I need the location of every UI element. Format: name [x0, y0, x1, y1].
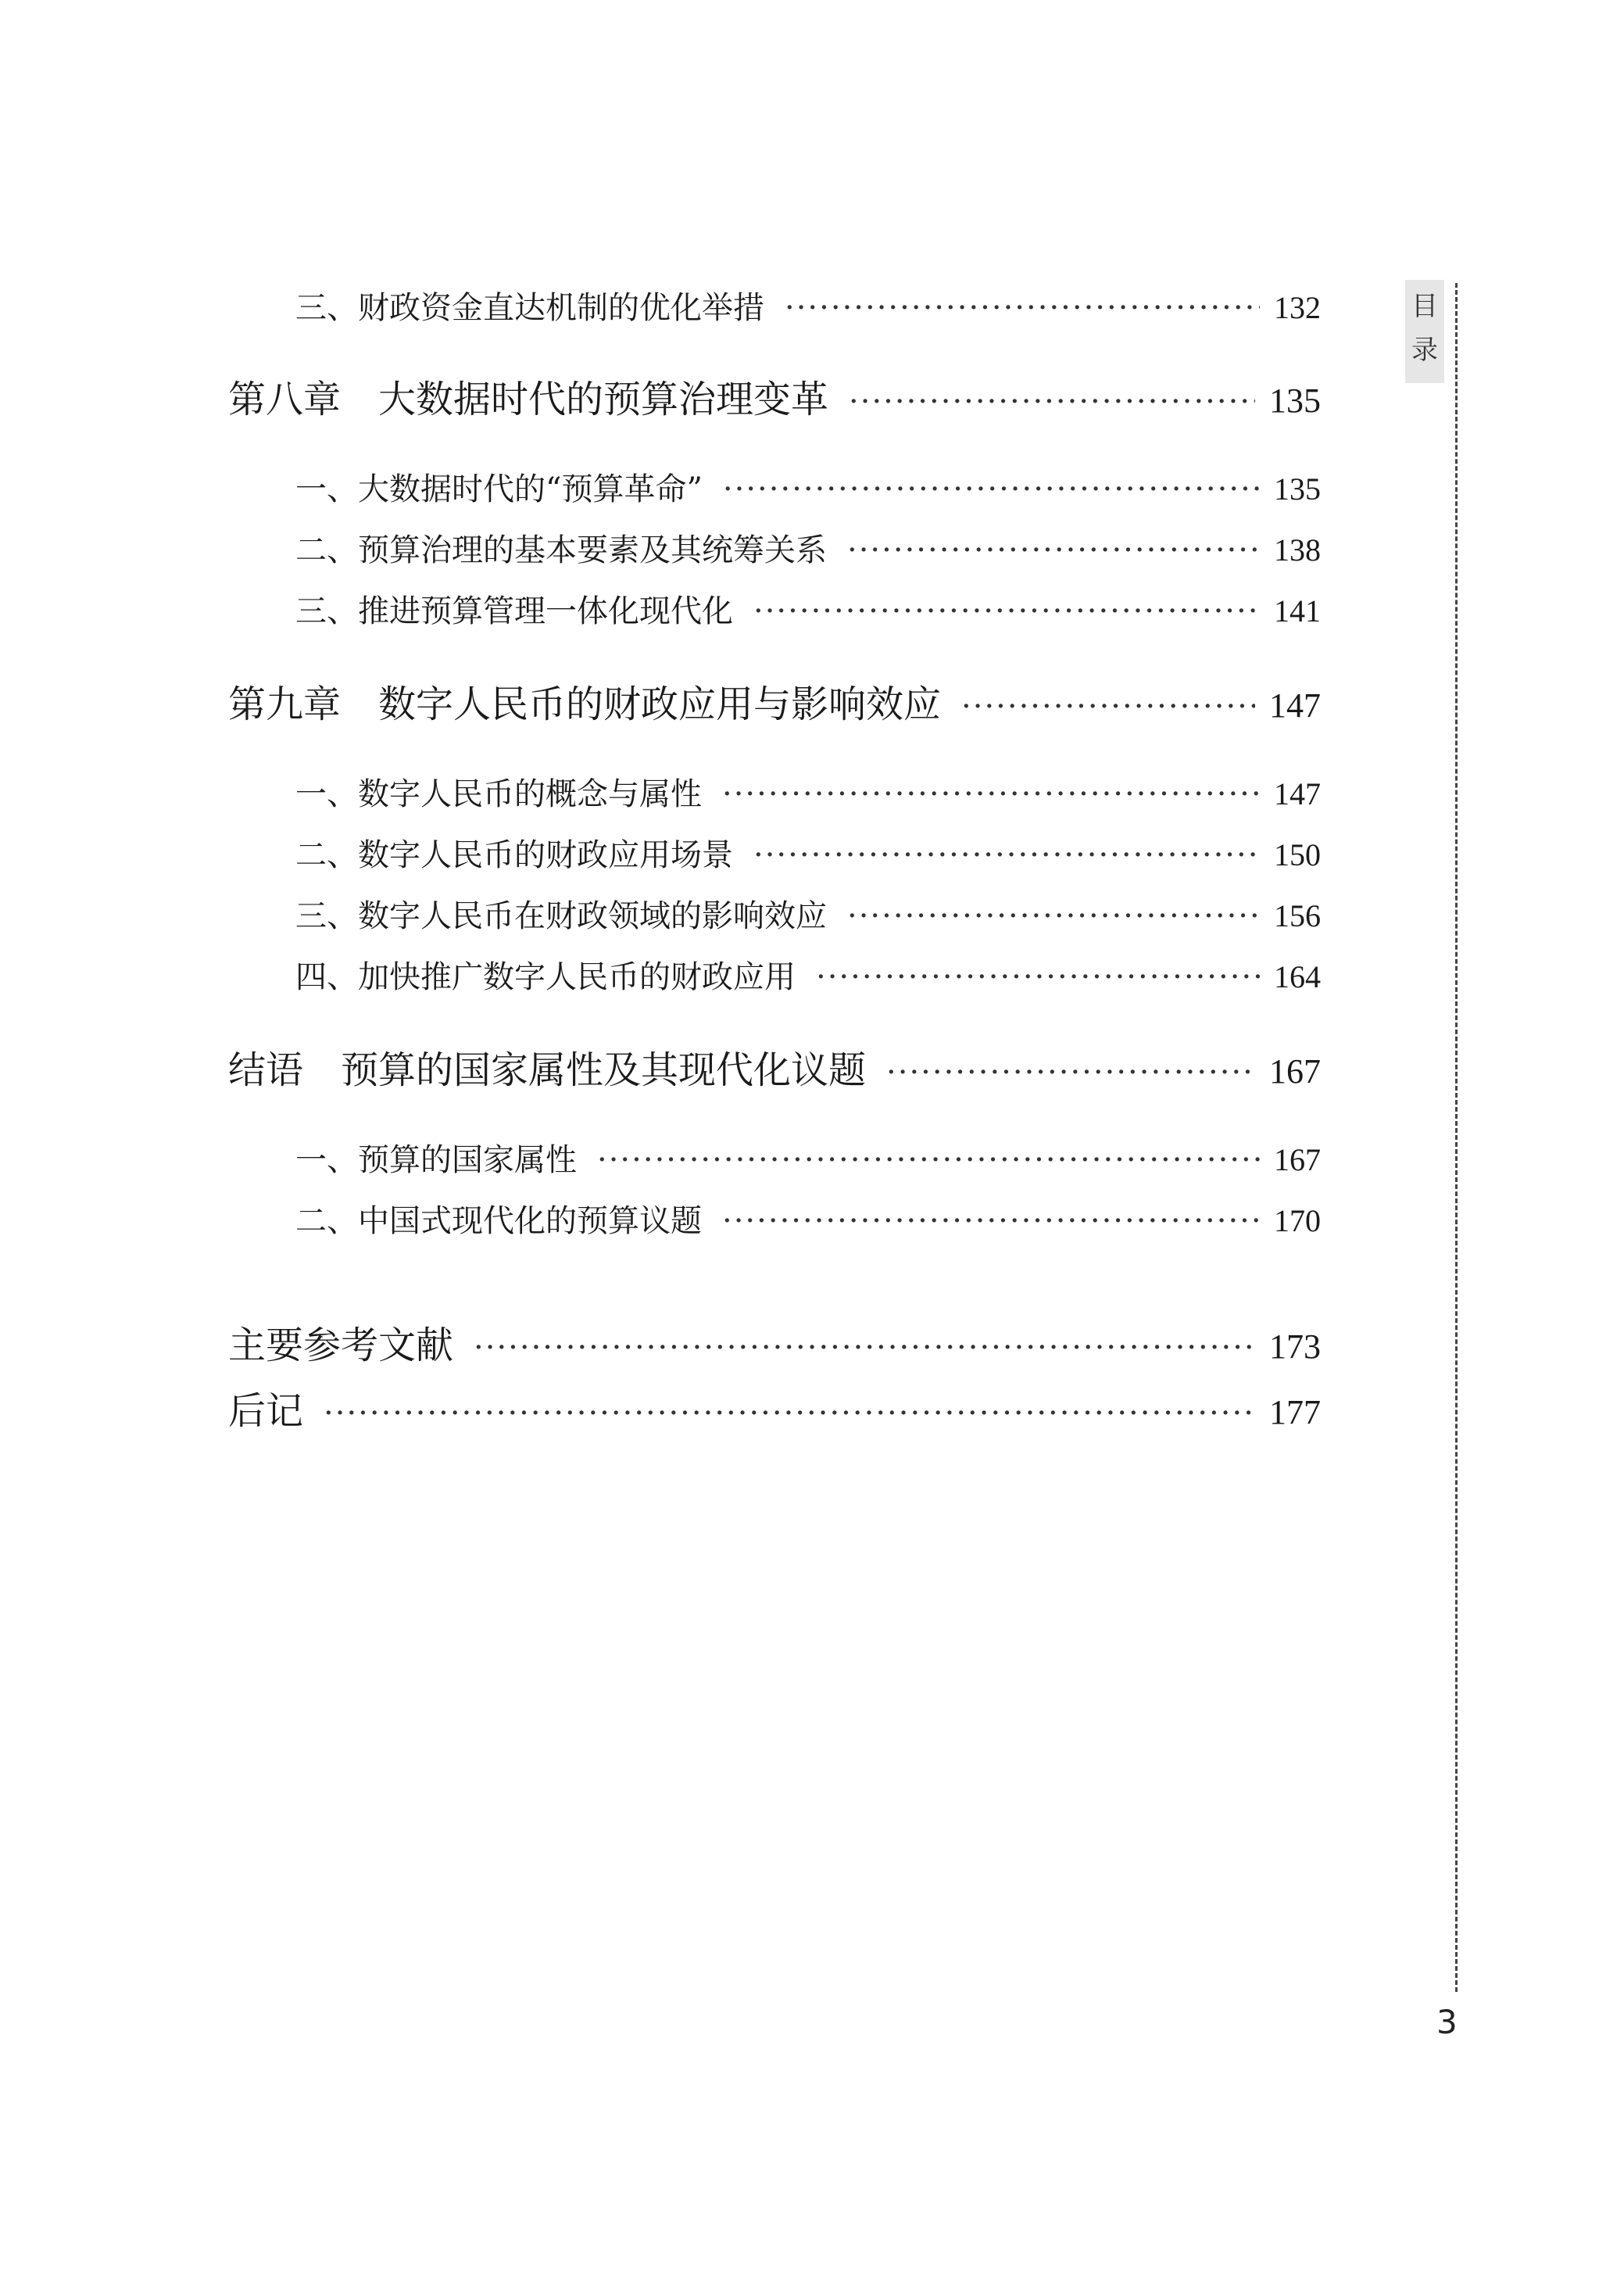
dot-leader	[722, 1203, 1260, 1239]
toc-entry-page: 156	[1274, 898, 1321, 933]
dot-leader	[723, 471, 1260, 507]
toc-entry-chapter[interactable]	[228, 1040, 1321, 1094]
toc-entry-title: 第八章 大数据时代的预算治理变革	[228, 378, 829, 421]
toc-entry-page: 150	[1274, 837, 1321, 872]
dot-leader	[961, 689, 1255, 725]
section-tab	[1405, 280, 1444, 383]
dot-leader	[324, 1395, 1255, 1431]
toc-entry-chapter[interactable]	[228, 674, 1321, 728]
toc-entry-section[interactable]	[295, 769, 1321, 814]
toc-entry-page: 135	[1269, 381, 1321, 420]
toc-entry-page: 167	[1274, 1142, 1321, 1177]
toc-entry-section[interactable]	[295, 952, 1321, 997]
toc-entry-page: 135	[1274, 471, 1321, 507]
toc-entry-title: 二、数字人民币的财政应用场景	[295, 837, 733, 873]
toc-entry-section[interactable]	[295, 1196, 1321, 1241]
toc-entry-title: 后记	[228, 1389, 304, 1433]
toc-entry-title: 主要参考文献	[228, 1324, 454, 1367]
dot-leader	[849, 384, 1255, 420]
toc-entry-page: 132	[1274, 290, 1321, 325]
dot-leader	[847, 898, 1260, 934]
toc-entry-title: 二、预算治理的基本要素及其统筹关系	[295, 532, 827, 568]
toc-entry-title: 二、中国式现代化的预算议题	[295, 1203, 702, 1239]
toc-entry-section[interactable]	[295, 891, 1321, 936]
section-tab-char: 目	[1411, 291, 1438, 322]
toc-entry-title: 结语 预算的国家属性及其现代化议题	[228, 1048, 867, 1092]
toc-entry-section[interactable]	[295, 283, 1321, 328]
dot-leader	[886, 1055, 1255, 1091]
dot-leader	[753, 837, 1260, 873]
toc-entry-page: 141	[1274, 593, 1321, 629]
toc-entry-page: 138	[1274, 532, 1321, 568]
dot-leader	[785, 290, 1260, 326]
toc-entry-section[interactable]	[295, 464, 1321, 509]
toc-entry-section[interactable]	[295, 830, 1321, 875]
toc-entry-section[interactable]	[295, 1135, 1321, 1180]
toc-entry-page: 147	[1269, 686, 1321, 725]
toc-entry-section[interactable]	[295, 525, 1321, 570]
toc-entry-title: 一、数字人民币的概念与属性	[295, 776, 702, 812]
toc-entry-page: 173	[1269, 1327, 1321, 1366]
section-tab-char: 录	[1411, 335, 1438, 366]
dot-leader	[474, 1330, 1255, 1366]
dashed-margin-rule	[1455, 283, 1458, 1992]
dot-leader	[753, 593, 1260, 629]
toc-entry-title: 第九章 数字人民币的财政应用与影响效应	[228, 682, 942, 726]
toc-entry-page: 164	[1274, 959, 1321, 994]
toc-entry-page: 167	[1269, 1052, 1321, 1091]
toc-entry-page: 147	[1274, 776, 1321, 811]
toc-entry-chapter[interactable]	[228, 369, 1321, 423]
dot-leader	[816, 959, 1260, 995]
toc-entry-title: 三、数字人民币在财政领域的影响效应	[295, 898, 827, 934]
toc-entry-title: 一、预算的国家属性	[295, 1142, 577, 1178]
dot-leader	[722, 776, 1260, 812]
toc-entry-title: 四、加快推广数字人民币的财政应用	[295, 959, 796, 995]
dot-leader	[847, 532, 1260, 568]
toc-entry-page: 170	[1274, 1203, 1321, 1238]
toc-entry-title: 三、财政资金直达机制的优化举措	[295, 290, 764, 326]
toc-entry-chapter[interactable]	[228, 1315, 1321, 1369]
toc-entry-title: 三、推进预算管理一体化现代化	[295, 593, 733, 629]
toc-entry-section[interactable]	[295, 586, 1321, 631]
dot-leader	[597, 1142, 1260, 1178]
toc-entry-page: 177	[1269, 1393, 1321, 1431]
toc-entry-title: 一、大数据时代的“预算革命”	[295, 471, 703, 507]
page-number: 3	[1436, 2003, 1458, 2041]
toc-entry-chapter[interactable]	[228, 1381, 1321, 1435]
